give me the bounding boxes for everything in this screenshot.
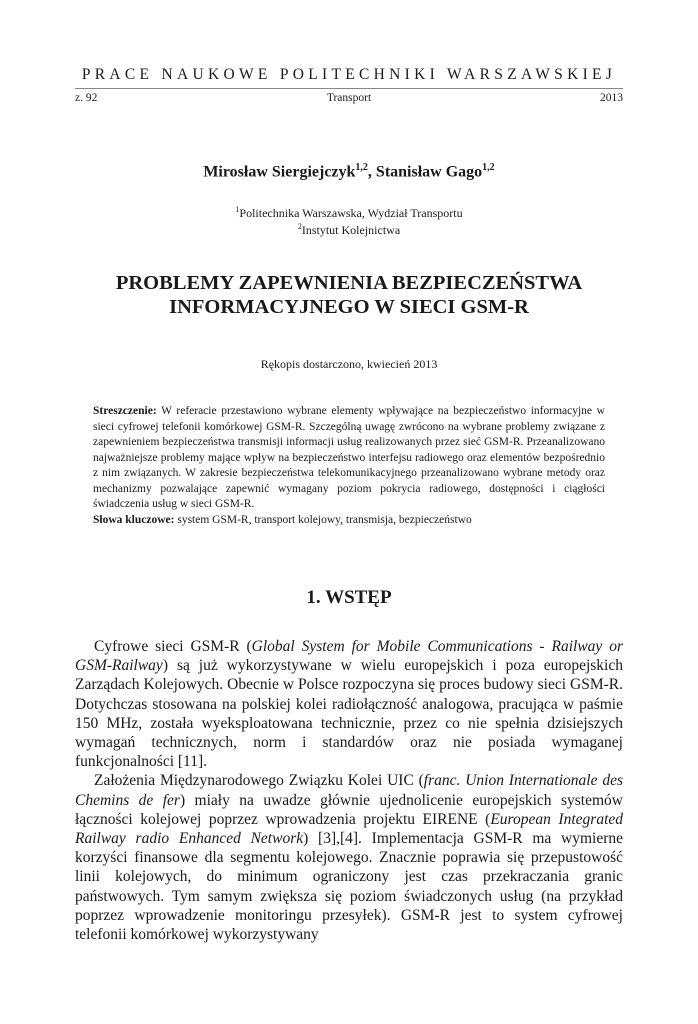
abstract bbox=[93, 404, 605, 528]
affiliation-text: Politechnika Warszawska, Wydział Transportu bbox=[239, 206, 463, 220]
keywords-label: Słowa kluczowe: bbox=[93, 513, 175, 526]
volume-number: z. 92 bbox=[75, 92, 98, 104]
keywords-text: system GSM-R, transport kolejowy, transmisja, bezpieczeństwo bbox=[174, 513, 472, 526]
affiliation bbox=[0, 220, 698, 237]
paper-title bbox=[0, 271, 698, 319]
text-run: Cyfrowe sieci GSM-R ( bbox=[94, 638, 252, 655]
header-meta bbox=[75, 92, 623, 106]
body-text bbox=[75, 637, 623, 944]
author-name: Stanisław Gago bbox=[375, 163, 483, 181]
author-list bbox=[0, 162, 698, 181]
affiliations bbox=[0, 203, 698, 237]
abstract-text: W referacie przestawiono wybrane elementy wpływające na bezpieczeństwo informacyjne w sieci cyfrowej telefonii komórkowej GSM-R. Szczególną uwagę zwrócono na wybrane problemy związane z zapewnieniem bezpieczeństwa transmisji informacji usług realizowanych przez sieć GSM-R. Przeanalizowano najważniejsze problemy mające wpływ na bezpieczeństwo interfejsu radiowego oraz elementów bezpośrednio z nim związanych. W zakresie bezpieczeństwa telekomunikacyjnego przeanalizowano wybrane metody oraz mechanizmy pozwalające zapewnić wymagany poziom pokrycia radiowego, dostępności i ciągłości świadczenia usług w sieci GSM-R. bbox=[93, 405, 605, 510]
text-run: ) są już wykorzystywane w wielu europejskich i poza europejskich Zarządach Kolejowych. Obecnie w Polsce rozpoczyna się proces budowy sieci GSM-R. Dotychczas stosowana na polskiej kolei radiołączność analogowa, pracująca w paśmie 150 MHz, została wyeksploatowana technicznie, przez co nie spełnia dzisiejszych wymagań technicznych, norm i standardów oraz nie posiada wymaganej funkcjonalności [11]. bbox=[75, 657, 623, 771]
text-run: ) [3],[4]. Implementacja GSM-R ma wymierne korzyści finansowe dla segmentu kolejowego. Znacznie poprawia się przepustowość linii kolejowych, do minimum ograniczony jest czas przekraczania granic państwowych. Tym samym zwiększa się poziom świadczonych usług (na przykład poprzez wprowadzenie monitoringu przesyłek). GSM-R jest to system cyfrowej telefonii komórkowej wykorzystywany bbox=[75, 830, 623, 944]
title-line: INFORMACYJNEGO W SIECI GSM-R bbox=[169, 296, 529, 318]
affiliation-marker: 1 bbox=[235, 205, 240, 214]
publication-year: 2013 bbox=[600, 92, 623, 104]
author-separator: , bbox=[367, 163, 376, 181]
affiliation-text: Instytut Kolejnictwa bbox=[301, 223, 401, 237]
series-name: Transport bbox=[326, 92, 372, 104]
author-affiliation-marker: 1,2 bbox=[482, 162, 495, 173]
text-run: Założenia Międzynarodowego Związku Kolei UIC ( bbox=[94, 772, 424, 790]
paragraph bbox=[75, 771, 623, 944]
italic-term: franc. Union Internationale des Chemins de fer bbox=[75, 772, 623, 809]
author-affiliation-marker: 1,2 bbox=[355, 162, 368, 173]
abstract-paragraph bbox=[93, 404, 605, 513]
title-line: PROBLEMY ZAPEWNIENIA BEZPIECZEŃSTWA bbox=[115, 272, 583, 294]
section-heading: 1. WSTĘP bbox=[306, 587, 392, 608]
header-rule bbox=[75, 88, 623, 89]
italic-term: Global System for Mobile Communications - Railway or GSM-Railway bbox=[75, 638, 624, 675]
paragraph bbox=[75, 637, 623, 771]
keywords bbox=[93, 513, 605, 529]
abstract-label: Streszczenie: bbox=[93, 405, 157, 417]
author-name: Mirosław Siergiejczyk bbox=[203, 163, 356, 181]
affiliation bbox=[0, 203, 698, 220]
journal-name: PRACE NAUKOWE POLITECHNIKI WARSZAWSKIEJ bbox=[81, 66, 617, 83]
received-date: Rękopis dostarczono, kwiecień 2013 bbox=[260, 357, 438, 371]
italic-term: European Integrated Railway radio Enhanced Network bbox=[75, 810, 623, 848]
affiliation-marker: 2 bbox=[297, 222, 302, 231]
text-run: ) miały na uwadze głównie ujednolicenie europejskich systemów łączności kolejowej poprzez wprowadzenia projektu EIRENE ( bbox=[75, 791, 623, 828]
